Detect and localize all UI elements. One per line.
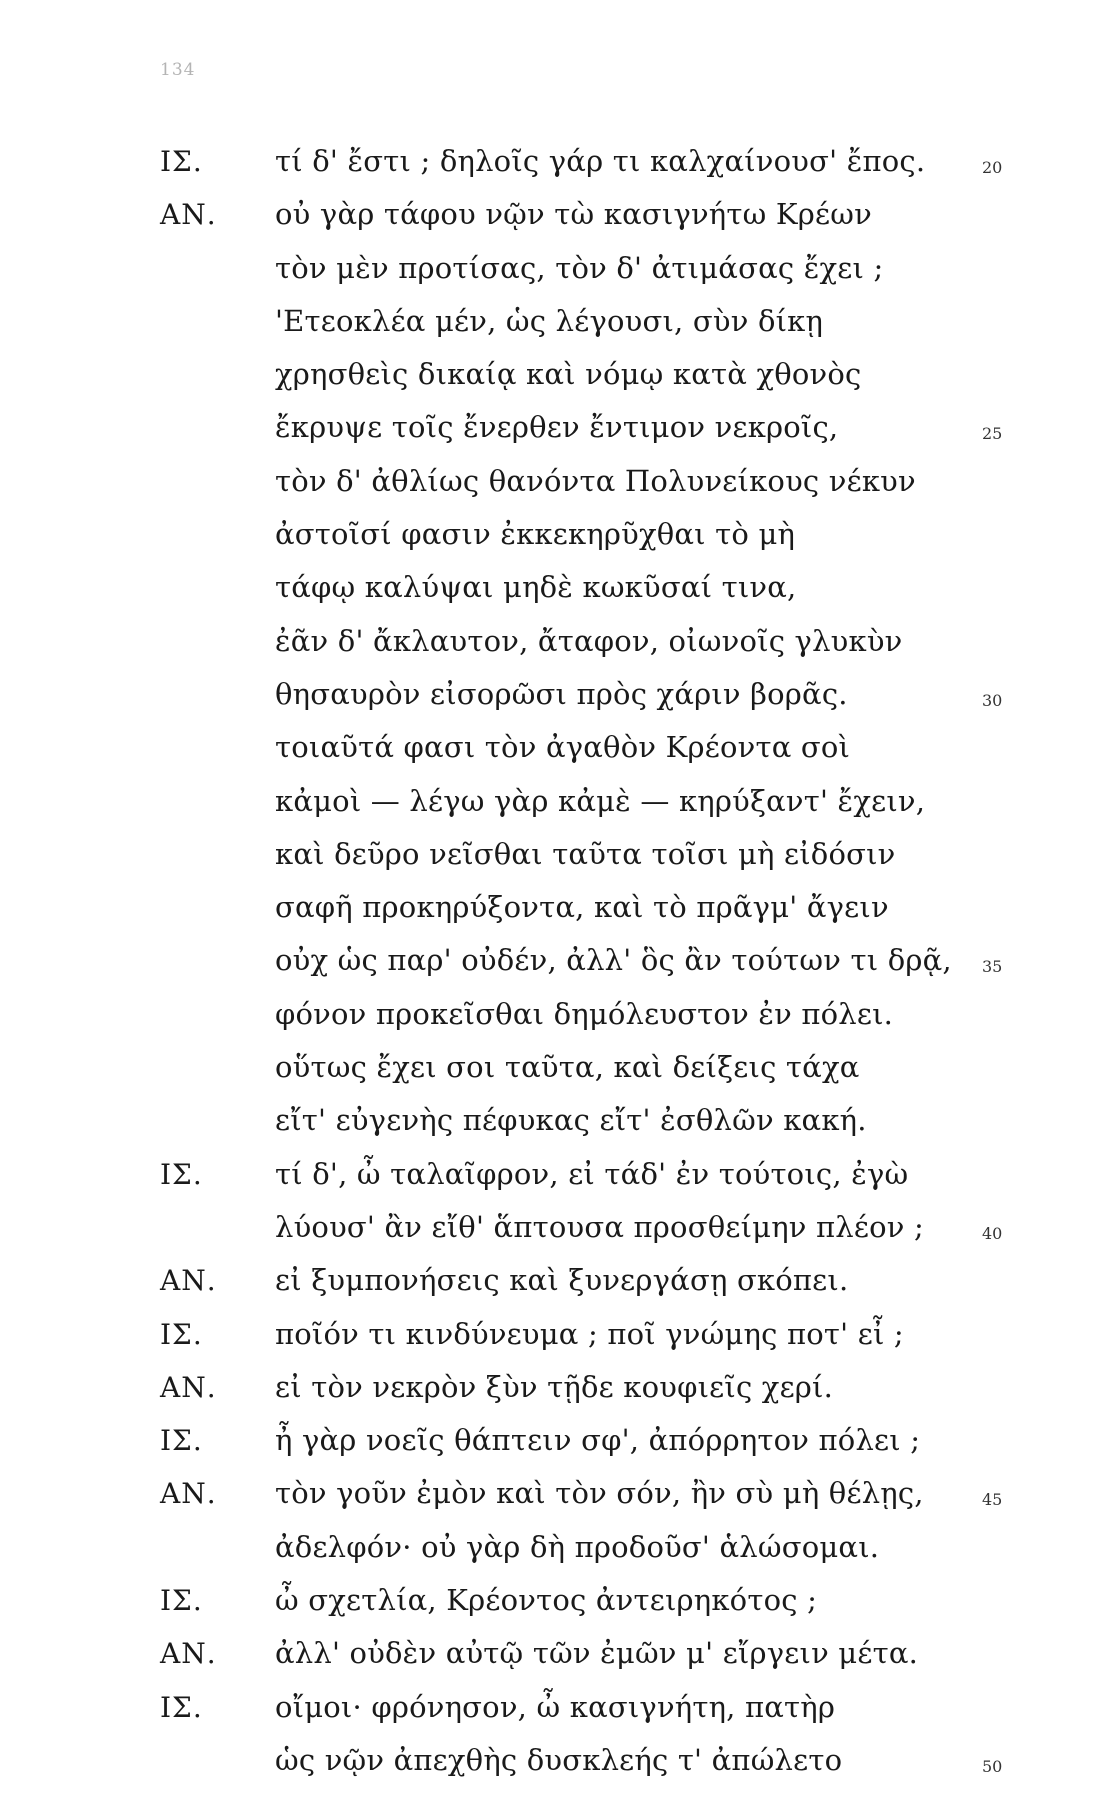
verse-text: ὡς νῷν ἀπεχθὴς δυσκλεής τ' ἀπώλετο — [275, 1742, 843, 1777]
verse-text: φόνον προκεῖσθαι δημόλευστον ἐν πόλει. — [275, 996, 894, 1031]
speaker-label: ΑΝ. — [160, 1477, 217, 1511]
speaker-label: ΙΣ. — [160, 1157, 203, 1191]
verse-text: τὸν μὲν προτίσας, τὸν δ' ἀτιμάσας ἔχει ; — [275, 250, 884, 285]
verse-text: εἰ ξυμπονήσεις καὶ ξυνεργάσῃ σκόπει. — [275, 1263, 849, 1298]
verse-line — [0, 1041, 1111, 1094]
verse-line — [0, 934, 1111, 987]
line-number: 20 — [982, 158, 1003, 177]
verse-line — [0, 775, 1111, 828]
verse-text: τάφῳ καλύψαι μηδὲ κωκῦσαί τινα, — [275, 570, 797, 605]
verse-text: τί δ' ἔστι ; δηλοῖς γάρ τι καλχαίνουσ' ἔπος. — [275, 144, 926, 178]
verse-text: οὐ γὰρ τάφου νῷν τὼ κασιγνήτω Κρέων — [275, 197, 872, 232]
verse-text: τὸν γοῦν ἐμὸν καὶ τὸν σόν, ἢν σὺ μὴ θέλῃς, — [275, 1476, 924, 1511]
verse-text: οἴμοι· φρόνησον, ὦ κασιγνήτη, πατὴρ — [275, 1689, 836, 1724]
verse-line — [0, 988, 1111, 1041]
verse-line — [0, 348, 1111, 401]
verse-line — [0, 1681, 1111, 1734]
verse-text: ὦ σχετλία, Κρέοντος ἀντειρηκότος ; — [275, 1583, 818, 1618]
line-number: 40 — [982, 1223, 1003, 1243]
verse-line — [0, 1094, 1111, 1147]
speaker-label: ΑΝ. — [160, 1637, 217, 1671]
verse-line — [0, 1521, 1111, 1574]
verse-text: λύουσ' ἂν εἴθ' ἅπτουσα προσθείμην πλέον ; — [275, 1209, 924, 1244]
verse-text: ἀδελφόν· οὐ γὰρ δὴ προδοῦσ' ἁλώσομαι. — [275, 1529, 880, 1564]
speaker-label: ΙΣ. — [160, 1317, 203, 1351]
verse-text: θησαυρὸν εἰσορῶσι πρὸς χάριν βορᾶς. — [275, 676, 848, 711]
speaker-label: ΑΝ. — [160, 1264, 217, 1298]
verse-block — [0, 135, 1111, 1787]
verse-text: ἀλλ' οὐδὲν αὐτῷ τῶν ἐμῶν μ' εἴργειν μέτα. — [275, 1636, 919, 1671]
verse-text: ποῖόν τι κινδύνευμα ; ποῖ γνώμης ποτ' εἶ ; — [275, 1316, 904, 1351]
verse-line — [0, 1148, 1111, 1201]
page-number: 134 — [160, 60, 196, 80]
verse-line — [0, 401, 1111, 454]
speaker-label: ΑΝ. — [160, 1370, 217, 1404]
verse-line — [0, 615, 1111, 668]
verse-line — [0, 1734, 1111, 1787]
verse-line — [0, 1574, 1111, 1627]
verse-text: ἐᾶν δ' ἄκλαυτον, ἄταφον, οἰωνοῖς γλυκὺν — [275, 623, 903, 658]
verse-text: τὸν δ' ἀθλίως θανόντα Πολυνείκους νέκυν — [275, 463, 916, 498]
verse-text: 'Ετεοκλέα μέν, ὡς λέγουσι, σὺν δίκῃ — [275, 303, 824, 338]
line-number: 50 — [982, 1756, 1003, 1776]
verse-line — [0, 1201, 1111, 1254]
verse-line — [0, 188, 1111, 241]
line-number: 25 — [982, 424, 1003, 444]
verse-text: εἴτ' εὐγενὴς πέφυκας εἴτ' ἐσθλῶν κακή. — [275, 1103, 867, 1138]
verse-line — [0, 1308, 1111, 1361]
verse-text: καὶ δεῦρο νεῖσθαι ταῦτα τοῖσι μὴ εἰδόσιν — [275, 836, 896, 871]
verse-text: ἔκρυψε τοῖς ἔνερθεν ἔντιμον νεκροῖς, — [275, 410, 839, 445]
speaker-label: ΙΣ. — [160, 1690, 203, 1724]
verse-text: σαφῆ προκηρύξοντα, καὶ τὸ πρᾶγμ' ἄγειν — [275, 890, 889, 925]
verse-line — [0, 455, 1111, 508]
speaker-label: ΙΣ. — [160, 1584, 203, 1618]
verse-line — [0, 1414, 1111, 1467]
speaker-label: ΙΣ. — [160, 1424, 203, 1458]
verse-line — [0, 668, 1111, 721]
verse-line — [0, 1467, 1111, 1520]
verse-line — [0, 561, 1111, 614]
verse-text: ἦ γὰρ νοεῖς θάπτειν σφ', ἀπόρρητον πόλει ; — [275, 1423, 921, 1458]
verse-line — [0, 242, 1111, 295]
verse-text: ἀστοῖσί φασιν ἐκκεκηρῦχθαι τὸ μὴ — [275, 517, 796, 552]
verse-text: κἀμοὶ — λέγω γὰρ κἀμὲ — κηρύξαντ' ἔχειν, — [275, 783, 926, 818]
verse-text: οὕτως ἔχει σοι ταῦτα, καὶ δείξεις τάχα — [275, 1050, 860, 1085]
verse-line — [0, 1254, 1111, 1307]
verse-text: τί δ', ὦ ταλαῖφρον, εἰ τάδ' ἐν τούτοις, ἐγὼ — [275, 1156, 909, 1191]
verse-text: τοιαῦτά φασι τὸν ἀγαθὸν Κρέοντα σοὶ — [275, 730, 851, 765]
verse-text: εἰ τὸν νεκρὸν ξὺν τῇδε κουφιεῖς χερί. — [275, 1369, 834, 1404]
line-number: 35 — [982, 957, 1003, 977]
verse-line — [0, 721, 1111, 774]
verse-line — [0, 828, 1111, 881]
speaker-label: ΙΣ. — [160, 145, 203, 178]
verse-text: οὐχ ὡς παρ' οὐδέν, ἀλλ' ὃς ἂν τούτων τι δρᾷ, — [275, 943, 952, 978]
verse-line — [0, 295, 1111, 348]
verse-line — [0, 1361, 1111, 1414]
verse-line — [0, 881, 1111, 934]
line-number: 45 — [982, 1490, 1003, 1510]
verse-line — [0, 508, 1111, 561]
line-number: 30 — [982, 690, 1003, 710]
verse-line — [0, 135, 1111, 188]
speaker-label: ΑΝ. — [160, 198, 217, 232]
verse-line — [0, 1627, 1111, 1680]
verse-text: χρησθεὶς δικαίᾳ καὶ νόμῳ κατὰ χθονὸς — [275, 357, 862, 392]
